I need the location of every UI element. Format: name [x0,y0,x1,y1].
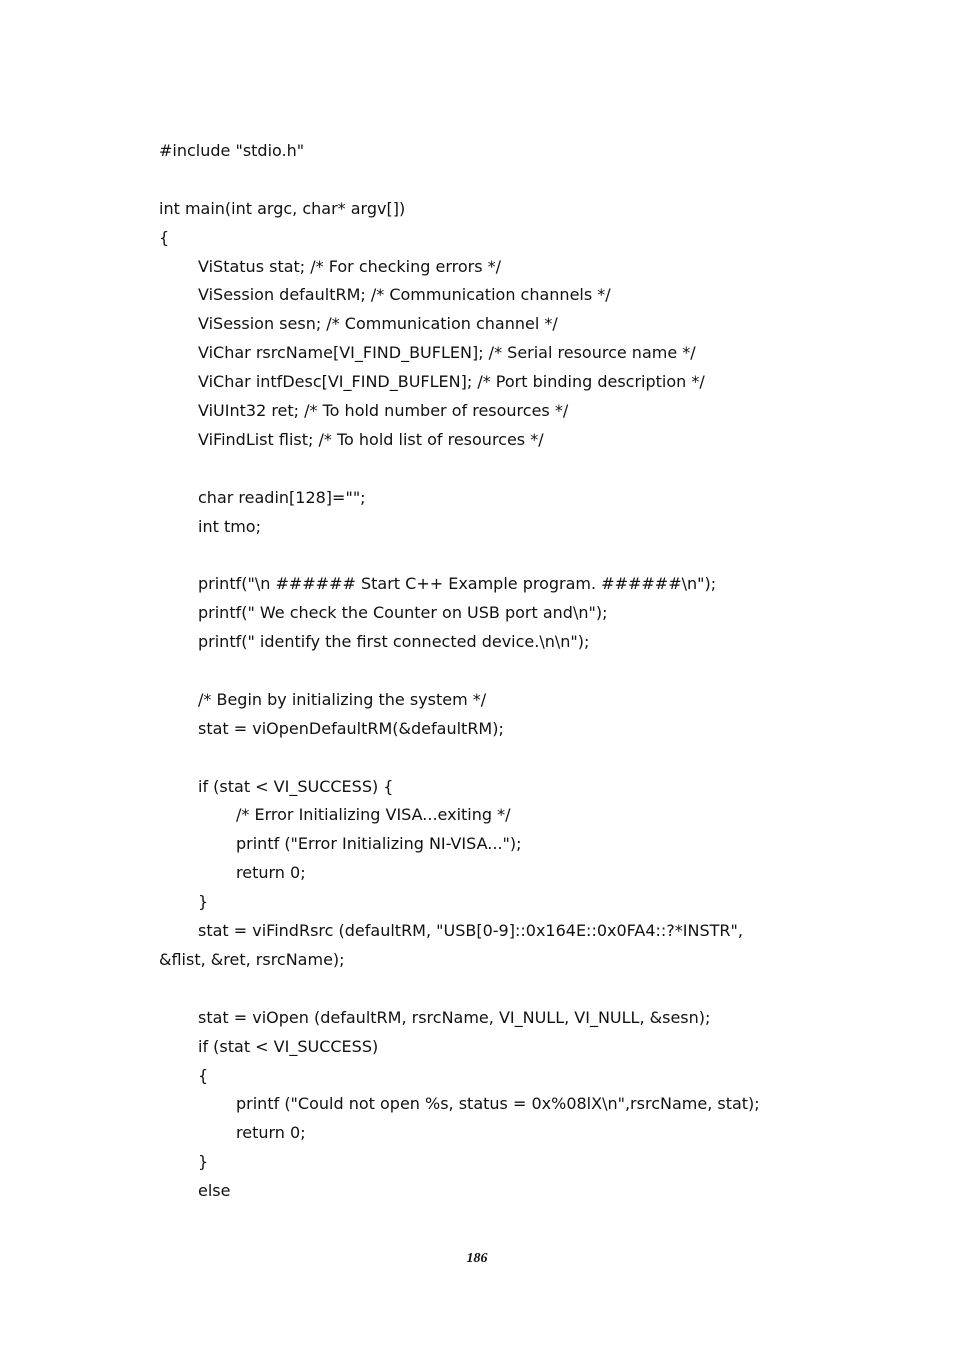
code-line: int main(int argc, char* argv[]) [159,198,406,218]
page-number: 186 [466,1251,488,1266]
code-line: { [159,227,170,247]
code-line [159,455,839,484]
code-line: &flist, &ret, rsrcName); [159,949,345,969]
code-line: /* Error Initializing VISA...exiting */ [236,805,511,825]
code-line: ViUInt32 ret; /* To hold number of resources */ [198,401,569,421]
code-line: printf ("Could not open %s, status = 0x%08lX\n",rsrcName, stat); [236,1094,760,1114]
code-line: /* Begin by initializing the system */ [198,689,487,709]
code-line: ViChar intfDesc[VI_FIND_BUFLEN]; /* Port binding description */ [198,372,705,392]
code-line: if (stat < VI_SUCCESS) [198,1036,379,1056]
code-line: stat = viFindRsrc (defaultRM, "USB[0-9]::0x164E::0x0FA4::?*INSTR", [198,921,743,941]
code-line: stat = viOpen (defaultRM, rsrcName, VI_NULL, VI_NULL, &sesn); [198,1007,711,1027]
code-line: } [198,892,209,912]
code-listing [159,137,839,1206]
code-line: #include "stdio.h" [159,141,305,160]
code-line: printf(" We check the Counter on USB port and\n"); [198,603,608,623]
code-line [159,975,839,1004]
code-line: ViChar rsrcName[VI_FIND_BUFLEN]; /* Serial resource name */ [198,343,696,363]
code-line: ViSession defaultRM; /* Communication channels */ [198,285,611,305]
code-line: { [198,1065,209,1085]
code-line: stat = viOpenDefaultRM(&defaultRM); [198,718,504,738]
code-line: } [198,1152,209,1172]
code-line: printf ("Error Initializing NI-VISA..."); [236,834,522,854]
code-line: printf(" identify the first connected device.\n\n"); [198,632,590,652]
code-line [159,657,839,686]
code-line: return 0; [236,863,306,883]
code-line [159,541,839,570]
code-line: if (stat < VI_SUCCESS) { [198,776,394,796]
code-line: ViSession sesn; /* Communication channel */ [198,314,558,334]
code-line: return 0; [236,1123,306,1143]
code-line: else [198,1181,231,1201]
code-line: char readin[128]=""; [198,487,366,507]
code-line: int tmo; [198,516,261,536]
code-line: printf("\n ###### Start C++ Example program. ######\n"); [198,574,717,594]
code-line [159,166,839,195]
code-line: ViFindList flist; /* To hold list of resources */ [198,429,544,449]
code-line: ViStatus stat; /* For checking errors */ [198,256,502,276]
code-line [159,744,839,773]
